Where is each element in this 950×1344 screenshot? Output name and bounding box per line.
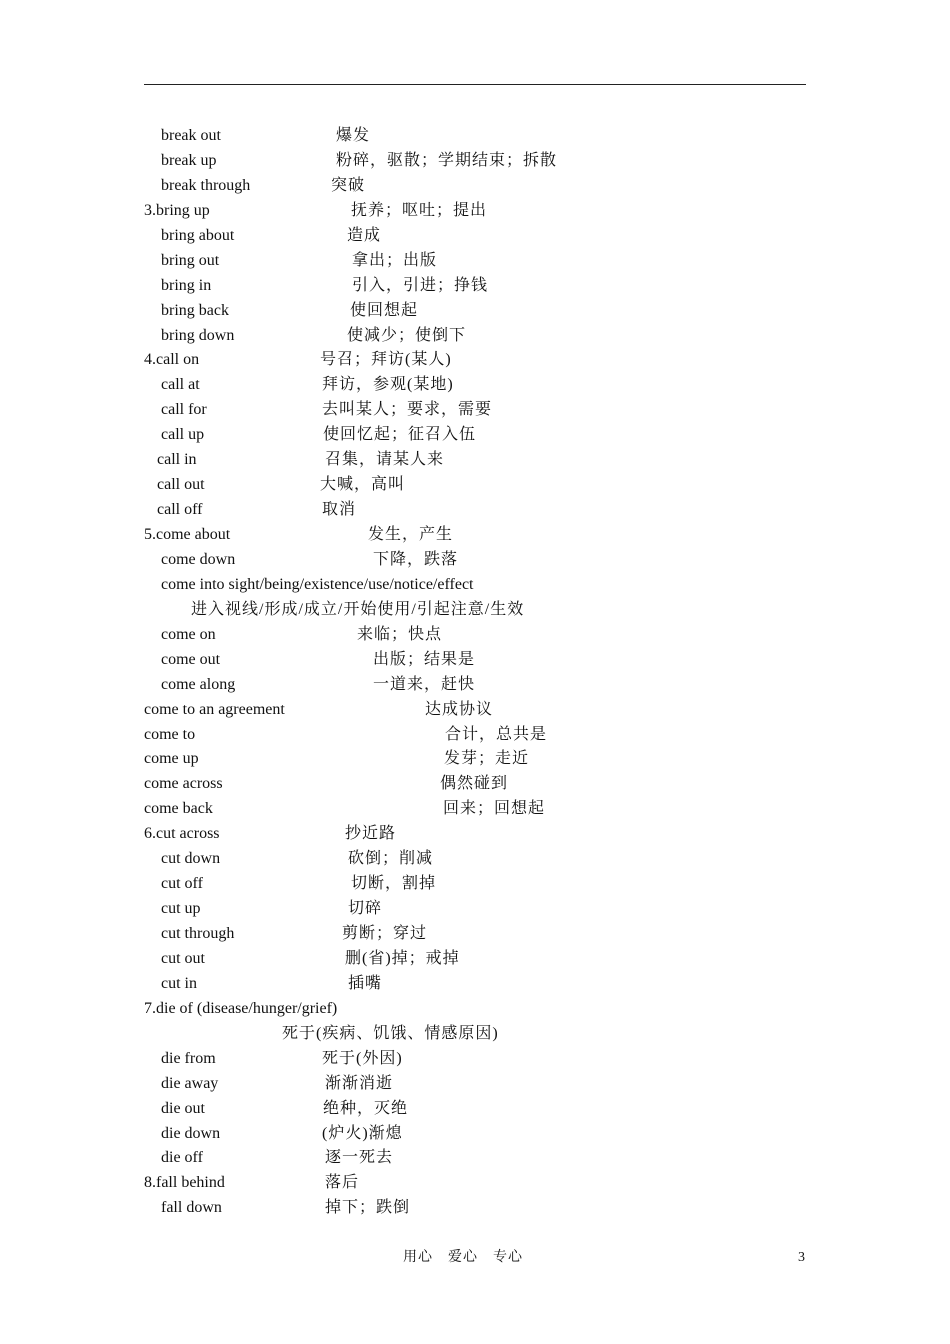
phrase-row	[0, 947, 950, 972]
phrase: cut off	[161, 875, 203, 893]
meaning: 去叫某人；要求，需要	[322, 401, 493, 419]
meaning: 插嘴	[348, 974, 383, 992]
phrase-row	[0, 348, 950, 373]
phrase: cut up	[161, 900, 201, 918]
meaning: 抄近路	[345, 825, 397, 843]
meaning: 爆发	[336, 127, 371, 144]
phrase: come back	[144, 800, 213, 818]
phrase-row	[0, 598, 950, 623]
phrase: die from	[161, 1049, 216, 1067]
meaning: 砍倒；削减	[348, 850, 434, 868]
phrase-row	[0, 897, 950, 922]
phrase: bring in	[161, 276, 212, 294]
phrase: bring about	[161, 226, 235, 244]
meaning: 粉碎，驱散；学期结束；拆散	[336, 151, 558, 169]
phrase: break out	[161, 127, 221, 144]
phrase-row	[0, 1196, 950, 1221]
phrase-row	[0, 448, 950, 473]
phrase: 7.die of (disease/hunger/grief)	[144, 999, 338, 1017]
phrase: call for	[161, 401, 207, 419]
phrase-row	[0, 797, 950, 822]
phrase-row	[0, 1047, 950, 1072]
phrase: die away	[161, 1074, 219, 1092]
phrase: die out	[161, 1099, 205, 1117]
meaning: 来临；快点	[357, 625, 443, 643]
phrase: call at	[161, 376, 200, 394]
phrase: bring down	[161, 326, 235, 344]
meaning: 进入视线/形成/成立/开始使用/引起注意/生效	[191, 600, 525, 618]
meaning: 逐一死去	[325, 1149, 394, 1167]
phrase-row	[0, 822, 950, 847]
meaning: 一道来，赶快	[373, 675, 476, 693]
phrase: call off	[157, 501, 203, 519]
phrase: 5.come about	[144, 526, 231, 543]
phrase-row	[0, 174, 950, 199]
phrase-row	[0, 1146, 950, 1171]
meaning: 删(省)掉；戒掉	[345, 949, 460, 967]
meaning: 使回忆起；征召入伍	[323, 426, 477, 444]
meaning: 切碎	[348, 900, 383, 918]
meaning: 号召；拜访(某人)	[320, 351, 452, 369]
phrase-row	[0, 922, 950, 947]
phrase: come to	[144, 725, 196, 743]
phrase: cut down	[161, 850, 221, 868]
meaning: 使减少；使倒下	[347, 326, 467, 344]
phrase-row	[0, 698, 950, 723]
meaning: 突破	[331, 176, 366, 194]
meaning: 取消	[322, 501, 357, 519]
phrase: 3.bring up	[144, 201, 210, 219]
phrase-row	[0, 747, 950, 772]
meaning: 抚养；呕吐；提出	[351, 201, 488, 219]
phrase-row	[0, 1022, 950, 1047]
meaning: 拜访，参观(某地)	[322, 376, 454, 394]
footer-motto: 用心 爱心 专心	[403, 1250, 523, 1265]
phrase-list	[0, 124, 950, 1221]
meaning: 掉下；跌倒	[325, 1199, 411, 1217]
phrase: call in	[157, 451, 197, 469]
phrase: come on	[161, 625, 216, 643]
phrase-row	[0, 299, 950, 324]
phrase-row	[0, 847, 950, 872]
phrase: cut in	[161, 974, 197, 992]
meaning: 拿出；出版	[352, 251, 438, 269]
phrase: 6.cut across	[144, 825, 220, 843]
phrase-row	[0, 398, 950, 423]
meaning: 合计，总共是	[445, 725, 548, 743]
meaning: 大喊，高叫	[320, 476, 406, 494]
phrase-row	[0, 723, 950, 748]
meaning: 渐渐消逝	[325, 1074, 394, 1092]
phrase-row	[0, 1122, 950, 1147]
phrase-row	[0, 523, 950, 548]
phrase: cut out	[161, 949, 205, 967]
meaning: 切断，割掉	[351, 875, 437, 893]
phrase-row	[0, 573, 950, 598]
phrase-row	[0, 772, 950, 797]
meaning: 绝种，灭绝	[323, 1099, 409, 1117]
phrase-row	[0, 249, 950, 274]
phrase-row	[0, 1171, 950, 1196]
phrase: come up	[144, 750, 199, 768]
meaning: 下降，跌落	[373, 550, 459, 568]
phrase: 8.fall behind	[144, 1174, 225, 1192]
phrase: fall down	[161, 1199, 222, 1217]
meaning: 发生，产生	[368, 526, 454, 543]
phrase: come along	[161, 675, 236, 693]
phrase-row	[0, 423, 950, 448]
phrase: come out	[161, 650, 221, 668]
phrase-row	[0, 124, 950, 149]
phrase-row	[0, 473, 950, 498]
meaning: 死于(疾病、饥饿、情感原因)	[282, 1024, 499, 1042]
meaning: 引入，引进；挣钱	[352, 276, 489, 294]
meaning: 达成协议	[425, 700, 494, 718]
meaning: 召集，请某人来	[325, 451, 445, 469]
phrase: cut through	[161, 925, 235, 942]
page-number: 3	[798, 1250, 805, 1265]
phrase-row	[0, 324, 950, 349]
phrase: 4.call on	[144, 351, 200, 369]
phrase: break up	[161, 151, 217, 169]
phrase: break through	[161, 176, 251, 194]
phrase: bring out	[161, 251, 220, 269]
phrase-row	[0, 972, 950, 997]
meaning: 剪断；穿过	[342, 925, 428, 942]
phrase-row	[0, 199, 950, 224]
phrase: die off	[161, 1149, 203, 1167]
phrase-row	[0, 997, 950, 1022]
phrase-row	[0, 274, 950, 299]
meaning: 出版；结果是	[373, 650, 476, 668]
phrase: come down	[161, 550, 236, 568]
phrase-row	[0, 373, 950, 398]
meaning: 造成	[347, 226, 382, 244]
phrase-row	[0, 1097, 950, 1122]
phrase-row	[0, 149, 950, 174]
meaning: 发芽；走近	[444, 750, 530, 768]
phrase: come to an agreement	[144, 700, 285, 718]
phrase: call up	[161, 426, 205, 444]
phrase-row	[0, 648, 950, 673]
phrase-row	[0, 872, 950, 897]
phrase: bring back	[161, 301, 229, 319]
meaning: 落后	[325, 1174, 360, 1192]
meaning: (炉火)渐熄	[322, 1124, 403, 1142]
phrase-row	[0, 498, 950, 523]
phrase-row	[0, 224, 950, 249]
page-footer	[0, 1248, 950, 1268]
meaning: 偶然碰到	[440, 775, 509, 793]
phrase: come across	[144, 775, 223, 793]
phrase: die down	[161, 1124, 221, 1142]
meaning: 使回想起	[350, 301, 419, 319]
phrase: come into sight/being/existence/use/notice/effect	[161, 575, 474, 593]
phrase-row	[0, 1072, 950, 1097]
meaning: 回来；回想起	[443, 800, 546, 818]
phrase-row	[0, 548, 950, 573]
phrase-row	[0, 673, 950, 698]
phrase: call out	[157, 476, 205, 494]
meaning: 死于(外因)	[322, 1049, 403, 1067]
header-rule	[144, 84, 806, 85]
phrase-row	[0, 623, 950, 648]
